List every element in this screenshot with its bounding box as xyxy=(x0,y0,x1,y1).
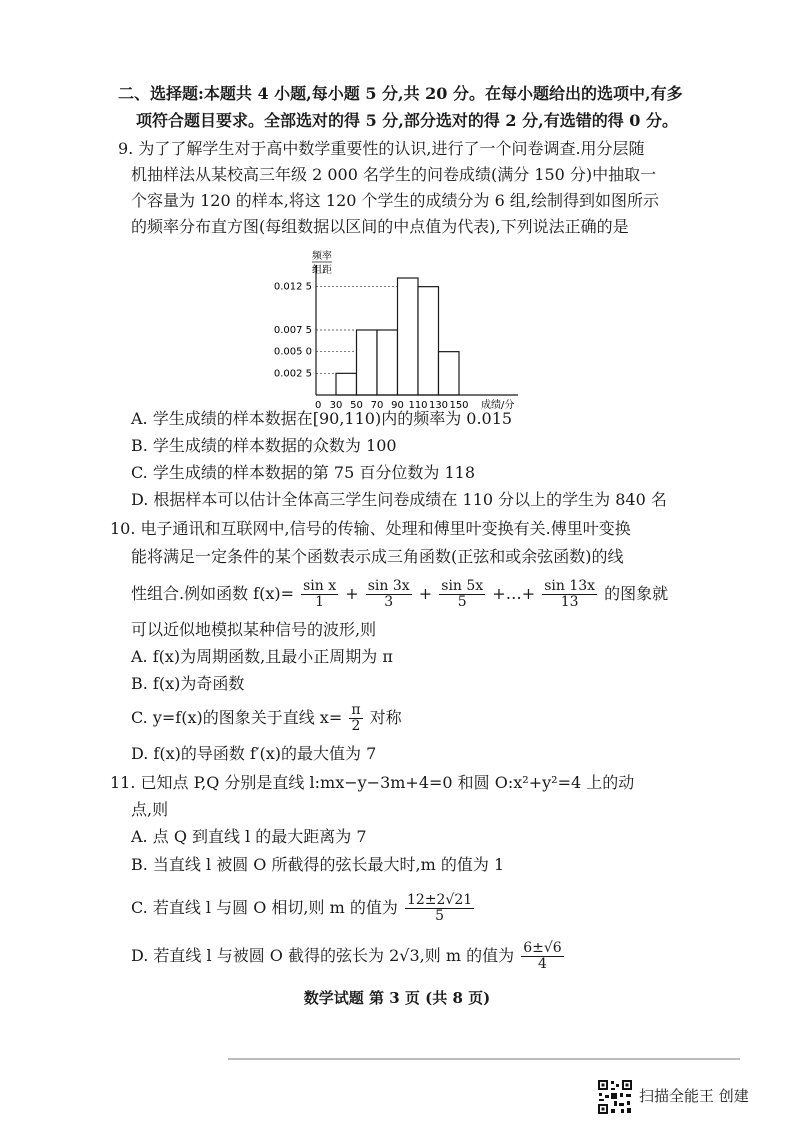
y-tick-label: 0.007 5 xyxy=(273,325,312,336)
q10-option-c-suffix: 对称 xyxy=(369,708,402,727)
fraction-sin-5x xyxy=(439,579,485,610)
q9-line4: 的频率分布直方图(每组数据以区间的中点值为代表),下列说法正确的是 xyxy=(131,217,629,236)
page-footer: 数学试题 第 3 页 (共 8 页) xyxy=(303,989,491,1007)
q10-option-b: B. f(x)为奇函数 xyxy=(131,674,245,693)
fraction-numerator: π xyxy=(351,702,361,718)
q9-line3: 个容量为 120 的样本,将这 120 个学生的成绩分为 6 组,绘制得到如图所示 xyxy=(131,191,659,210)
y-tick-label: 0.002 5 xyxy=(273,368,312,380)
fraction-denominator: 4 xyxy=(537,956,547,972)
q9-option-a: A. 学生成绩的样本数据在[90,110)内的频率为 0.015 xyxy=(131,409,513,428)
x-tick-label: 130 xyxy=(428,400,449,411)
q10-line1: 10. 电子通讯和互联网中,信号的传输、处理和傅里叶变换有关.傅里叶变换 xyxy=(110,519,631,538)
histogram-bar xyxy=(439,352,460,395)
q9-line1: 9. 为了了解学生对于高中数学重要性的认识,进行了一个问卷调查.用分层随 xyxy=(118,139,645,158)
q10-line3 xyxy=(131,576,668,612)
fraction-sin-x xyxy=(301,579,338,610)
fraction-numerator: 12±2√21 xyxy=(406,892,473,908)
x-axis-label: 成绩/分 xyxy=(481,400,515,411)
fraction-numerator: 6±√6 xyxy=(523,940,562,956)
fraction-numerator: sin 13x xyxy=(544,578,596,594)
fraction-denominator: 2 xyxy=(351,718,361,734)
q11-option-d xyxy=(131,936,566,976)
histogram-bar xyxy=(357,330,378,395)
section-header-line1: 二、选择题:本题共 4 小题,每小题 5 分,共 20 分。在每小题给出的选项中,有多 xyxy=(118,84,683,103)
q10-option-d: D. f(x)的导函数 f′(x)的最大值为 7 xyxy=(131,744,377,763)
q10-option-a: A. f(x)为周期函数,且最小正周期为 π xyxy=(131,647,393,666)
fraction-sin-3x xyxy=(366,579,412,610)
fraction-denominator: 3 xyxy=(384,594,394,610)
q11-option-d-prefix: D. 若直线 l 与被圆 O 截得的弦长为 2√3,则 m 的值为 xyxy=(131,946,515,965)
ylabel-top: 频率 xyxy=(312,251,332,262)
histogram-bar xyxy=(336,373,357,395)
fraction-denominator: 5 xyxy=(457,594,467,610)
q11-option-c xyxy=(131,888,476,928)
x-tick-label: 50 xyxy=(350,400,363,411)
q11-line1: 11. 已知点 P,Q 分别是直线 l:mx−y−3m+4=0 和圆 O:x²+y²=4 上的动 xyxy=(110,773,635,792)
scanner-brand-label: 扫描全能王 创建 xyxy=(639,1087,749,1105)
plus-sign: + xyxy=(418,584,433,603)
q10-line2: 能将满足一定条件的某个函数表示成三角函数(正弦和或余弦函数)的线 xyxy=(131,547,624,566)
x-tick-label: 150 xyxy=(449,400,469,411)
section-header-line2: 项符合题目要求。全部选对的得 5 分,部分选对的得 2 分,有选错的得 0 分。 xyxy=(136,111,678,130)
histogram-bar xyxy=(398,278,419,395)
x-tick-label: 30 xyxy=(329,400,343,411)
q9-option-c: C. 学生成绩的样本数据的第 75 百分位数为 118 xyxy=(131,463,476,482)
ellipsis-sum: +…+ xyxy=(492,584,536,603)
y-tick-label: 0.012 5 xyxy=(273,281,312,293)
y-tick-label: 0.005 0 xyxy=(273,346,312,358)
footer-divider xyxy=(228,1058,740,1060)
histogram-bar xyxy=(418,287,439,395)
fraction-c-answer xyxy=(405,893,474,924)
fraction-numerator: sin 3x xyxy=(367,578,410,594)
histogram-bar xyxy=(377,330,398,395)
q11-option-b: B. 当直线 l 被圆 O 所截得的弦长最大时,m 的值为 1 xyxy=(131,855,505,874)
fraction-denominator: 13 xyxy=(560,594,579,610)
fraction-denominator: 1 xyxy=(315,594,325,610)
fraction-numerator: sin x xyxy=(303,578,337,594)
ylabel-bottom: 组距 xyxy=(312,265,332,276)
fraction-denominator: 5 xyxy=(435,908,444,924)
fraction-d-answer xyxy=(521,941,563,972)
q10-line3-prefix: 性组合.例如函数 f(x)= xyxy=(131,584,295,603)
q11-line2: 点,则 xyxy=(131,800,169,819)
qr-code-icon xyxy=(597,1079,633,1115)
fraction-sin-13x xyxy=(542,579,597,610)
x-tick-label: 70 xyxy=(370,400,384,411)
q10-option-c-prefix: C. y=f(x)的图象关于直线 x= xyxy=(131,708,343,727)
origin-label: 0 xyxy=(315,400,322,411)
q11-option-c-prefix: C. 若直线 l 与圆 O 相切,则 m 的值为 xyxy=(131,898,398,917)
fraction-numerator: sin 5x xyxy=(441,578,484,594)
q10-line3-suffix: 的图象就 xyxy=(604,584,669,603)
x-tick-label: 110 xyxy=(408,400,428,411)
q9-line2: 机抽样法从某校高三年级 2 000 名学生的问卷成绩(满分 150 分)中抽取一 xyxy=(131,165,657,184)
frequency-histogram xyxy=(260,245,530,415)
q9-option-d: D. 根据样本可以估计全体高三学生问卷成绩在 110 分以上的学生为 840 名 xyxy=(131,490,667,509)
q10-option-c xyxy=(131,700,402,736)
plus-sign: + xyxy=(345,584,359,603)
fraction-pi-over-2 xyxy=(349,703,362,734)
q11-option-a: A. 点 Q 到直线 l 的最大距离为 7 xyxy=(131,827,367,846)
x-tick-label: 90 xyxy=(391,400,404,411)
q10-line4: 可以近似地模拟某种信号的波形,则 xyxy=(131,620,377,639)
q9-option-b: B. 学生成绩的样本数据的众数为 100 xyxy=(131,436,397,455)
